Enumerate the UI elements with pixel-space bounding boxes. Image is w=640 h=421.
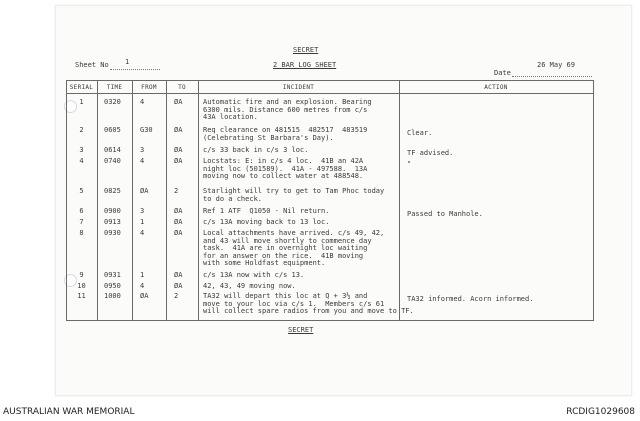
- col-divider: [198, 80, 199, 321]
- cell-incident-line: for an answer on the rice. 41B moving: [203, 251, 364, 260]
- cell-to: ØA: [174, 229, 183, 237]
- cell-time: 0913: [104, 218, 121, 226]
- cell-from: 3: [140, 207, 145, 215]
- col-header-time: TIME: [106, 84, 123, 91]
- cell-incident-line: and 43 will move shortly to commence day: [203, 236, 372, 245]
- cell-time: 0605: [104, 126, 121, 134]
- table-right-border: [593, 80, 594, 321]
- cell-serial: 6: [79, 207, 84, 215]
- cell-incident-line: Automatic fire and an explosion. Bearing: [203, 98, 372, 106]
- cell-time: 1000: [104, 292, 121, 300]
- cell-action-line: Clear.: [407, 129, 433, 137]
- cell-from: ØA: [140, 187, 149, 195]
- cell-incident-line: 42, 43, 49 moving now.: [203, 282, 296, 290]
- table-top-border: [66, 80, 593, 81]
- cell-time: 0614: [104, 146, 121, 154]
- col-header-incident: INCIDENT: [282, 84, 315, 91]
- cell-incident-line: Locstats: E: in c/s 4 loc. 41B an 42A: [203, 157, 364, 165]
- cell-serial: 9: [79, 271, 84, 279]
- cell-from: G30: [140, 126, 153, 134]
- cell-time: 0900: [104, 207, 121, 215]
- cell-to: ØA: [174, 98, 183, 106]
- cell-incident-line: night loc (501589). 41A - 497588. 13A: [203, 164, 368, 173]
- cell-action-line: TF advised.: [407, 149, 454, 157]
- col-divider: [399, 80, 400, 321]
- cell-serial: 7: [79, 218, 84, 226]
- cell-to: ØA: [174, 271, 183, 279]
- cell-serial: 2: [79, 126, 84, 134]
- col-divider: [132, 80, 133, 321]
- cell-time: 0320: [104, 98, 121, 106]
- cell-serial: 11: [77, 292, 86, 300]
- table-bottom-border: [66, 320, 593, 321]
- cell-incident-line: c/s 13A now with c/s 13.: [203, 271, 305, 279]
- archive-reference: RCDIG1029608: [566, 407, 635, 417]
- cell-serial: 3: [79, 146, 84, 154]
- date-value: 26 May 69: [537, 61, 575, 69]
- cell-to: ØA: [174, 207, 183, 215]
- cell-to: 2: [174, 187, 179, 195]
- cell-time: 0950: [104, 282, 121, 290]
- cell-from: 4: [140, 98, 145, 106]
- cell-incident-line: Ref 1 ATF Q1050 - Nil return.: [203, 207, 330, 215]
- cell-incident-line: will collect spare radios from you and move to TF.: [203, 307, 414, 315]
- cell-serial: 8: [79, 229, 84, 237]
- col-header-action: ACTION: [484, 84, 508, 91]
- cell-from: ØA: [140, 292, 149, 300]
- cell-time: 0930: [104, 229, 121, 237]
- cell-incident-line: Starlight will try to get to Tam Phoc today: [203, 187, 385, 195]
- secret-marking-top: SECRET: [293, 46, 319, 54]
- cell-serial: 1: [79, 98, 84, 106]
- cell-incident-line: TA32 will depart this loc at Q + 3½ and: [203, 292, 368, 300]
- cell-incident-line: (Celebrating St Barbara's Day).: [203, 133, 334, 142]
- cell-to: ØA: [174, 218, 183, 226]
- cell-incident-line: with some Holdfast equipment.: [203, 259, 326, 267]
- date-label: Date: [494, 69, 511, 77]
- col-header-serial: SERIAL: [69, 84, 94, 91]
- cell-time: 0825: [104, 187, 121, 195]
- table-header-border: [66, 93, 593, 94]
- cell-from: 1: [140, 218, 145, 226]
- cell-action-line: Passed to Manhole.: [407, 210, 483, 218]
- date-dotted-line: [512, 76, 592, 77]
- sheet-no-value: 1: [125, 58, 130, 66]
- cell-time: 0931: [104, 271, 121, 279]
- cell-from: 1: [140, 271, 145, 279]
- cell-incident-line: to do a check.: [203, 194, 263, 203]
- col-divider: [97, 80, 98, 321]
- cell-to: ØA: [174, 146, 183, 154]
- log-sheet-title: 2 BAR LOG SHEET: [273, 61, 337, 69]
- cell-serial: 5: [79, 187, 84, 195]
- cell-incident-line: c/s 13A moving back to 13 loc.: [203, 218, 330, 226]
- sheet-no-label: Sheet No: [75, 61, 109, 69]
- cell-to: 2: [174, 292, 179, 300]
- cell-to: ØA: [174, 282, 183, 290]
- cell-time: 0740: [104, 157, 121, 165]
- cell-action-line: TA32 informed. Acorn informed.: [407, 295, 534, 303]
- cell-incident-line: Local attachments have arrived. c/s 49, 42,: [203, 229, 385, 237]
- cell-serial: 10: [77, 282, 86, 290]
- cell-from: 4: [140, 282, 145, 290]
- cell-from: 4: [140, 157, 145, 165]
- cell-incident-line: move to your loc via c/s 1. Members c/s 61: [203, 299, 385, 308]
- archive-credit: AUSTRALIAN WAR MEMORIAL: [3, 407, 135, 417]
- cell-to: ØA: [174, 126, 183, 134]
- cell-to: ØA: [174, 157, 183, 165]
- cell-incident-line: 43A location.: [203, 113, 258, 121]
- cell-incident-line: moving now to collect water at 488548.: [203, 172, 364, 180]
- cell-incident-line: c/s 33 back in c/s 3 loc.: [203, 146, 309, 154]
- cell-incident-line: task. 41A are in overnight loc waiting: [203, 244, 368, 252]
- cell-from: 3: [140, 146, 145, 154]
- secret-marking-bottom: SECRET: [288, 326, 314, 334]
- cell-from: 4: [140, 229, 145, 237]
- cell-incident-line: 6300 mils. Distance 600 metres from c/s: [203, 105, 368, 114]
- col-divider: [166, 80, 167, 321]
- cell-incident-line: Req clearance on 481515 482517 483519: [203, 126, 368, 134]
- cell-serial: 4: [79, 157, 84, 165]
- sheet-no-dotted-line: [110, 69, 160, 70]
- cell-action-line: ": [407, 160, 412, 168]
- col-header-from: FROM: [141, 84, 157, 91]
- col-header-to: TO: [178, 84, 186, 91]
